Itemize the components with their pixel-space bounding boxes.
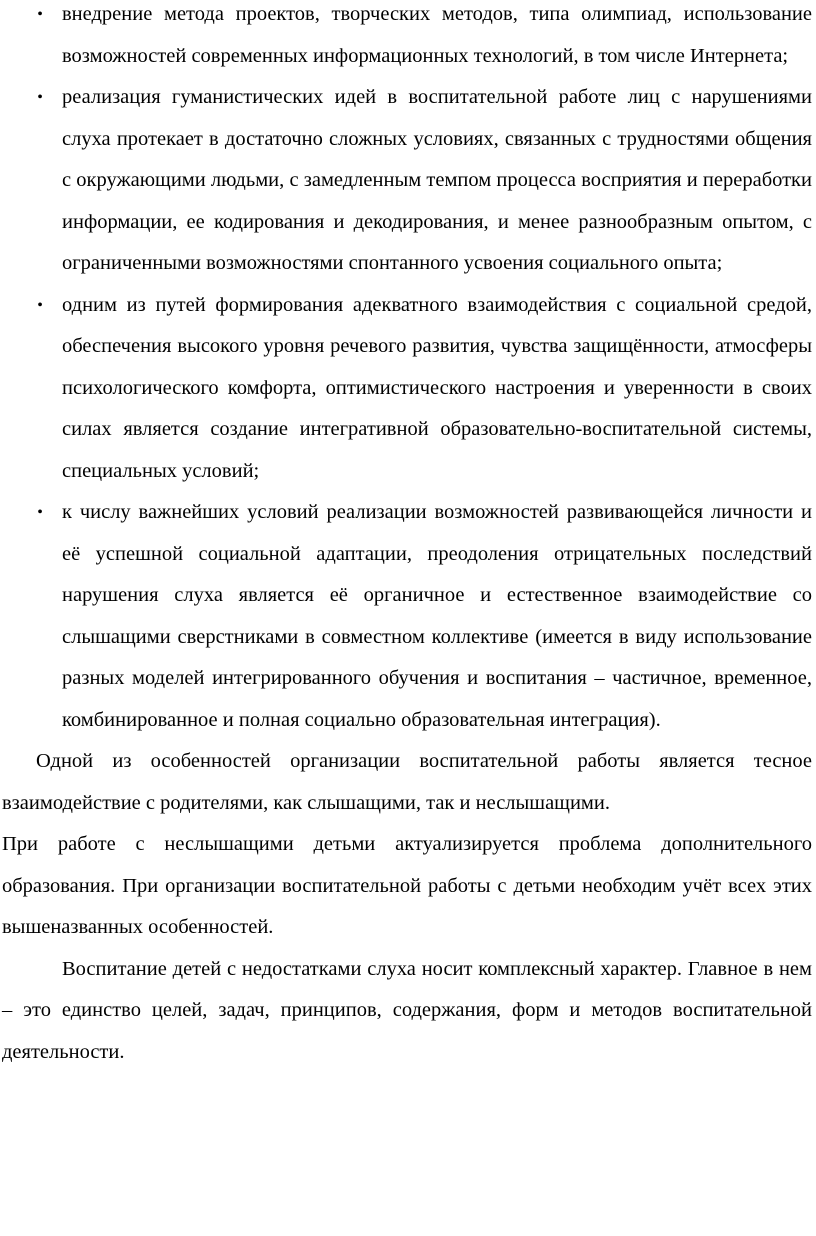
bullet-item-3 bbox=[2, 285, 812, 493]
bullet-icon: • bbox=[37, 504, 43, 521]
bullet-text: реализация гуманистических идей в воспитательной работе лиц с нарушениями слуха протекает в достаточно сложных условиях, связанных с трудностями общения с окружающими людьми, с замедленным темпом процесса восприятия и переработки информации, ее кодирования и декодирования, и менее разнообразным опытом, с ограниченными возможностями спонтанного усвоения социального опыта; bbox=[62, 86, 812, 274]
bullet-icon: • bbox=[37, 296, 43, 314]
bullet-list bbox=[2, 0, 812, 741]
bullet-item-4 bbox=[2, 492, 812, 741]
bullet-text: одним из путей формирования адекватного взаимодействия с социальной средой, обеспечения высокого уровня речевого развития, чувства защищённости, атмосферы психологического комфорта, оптимистического настроения и уверенности в своих силах является создание интегративной образовательно-воспитательной системы, специальных условий; bbox=[62, 293, 812, 482]
bullet-item-2 bbox=[2, 77, 812, 285]
paragraph-additional-education: При работе с неслышащими детьми актуализируется проблема дополнительного образования. При организации воспитательной работы с детьми необходим учёт всех этих вышеназванных особенностей. bbox=[2, 833, 812, 938]
bullet-text: к числу важнейших условий реализации возможностей развивающейся личности и её успешной социальной адаптации, преодоления отрицательных последствий нарушения слуха является её органичное и естественное взаимодействие со слышащими сверстниками в совместном коллективе (имеется в виду использование разных моделей интегрированного обучения и воспитания – частичное, временное, комбинированное и полная социально образовательная интеграция). bbox=[62, 501, 812, 731]
bullet-text: внедрение метода проектов, творческих методов, типа олимпиад, использование возможностей современных информационных технологий, в том числе Интернета; bbox=[62, 3, 812, 67]
bullet-icon: • bbox=[37, 6, 43, 23]
paragraph-complex-upbringing: Воспитание детей с недостатками слуха носит комплексный характер. Главное в нем – это единство целей, задач, принципов, содержания, форм и методов воспитательной деятельности. bbox=[2, 957, 812, 1063]
bullet-icon: • bbox=[37, 89, 43, 106]
paragraph-parents: Одной из особенностей организации воспитательной работы является тесное взаимодействие с родителями, как слышащими, так и неслышащими. bbox=[2, 750, 812, 814]
bullet-item-1 bbox=[2, 0, 812, 77]
